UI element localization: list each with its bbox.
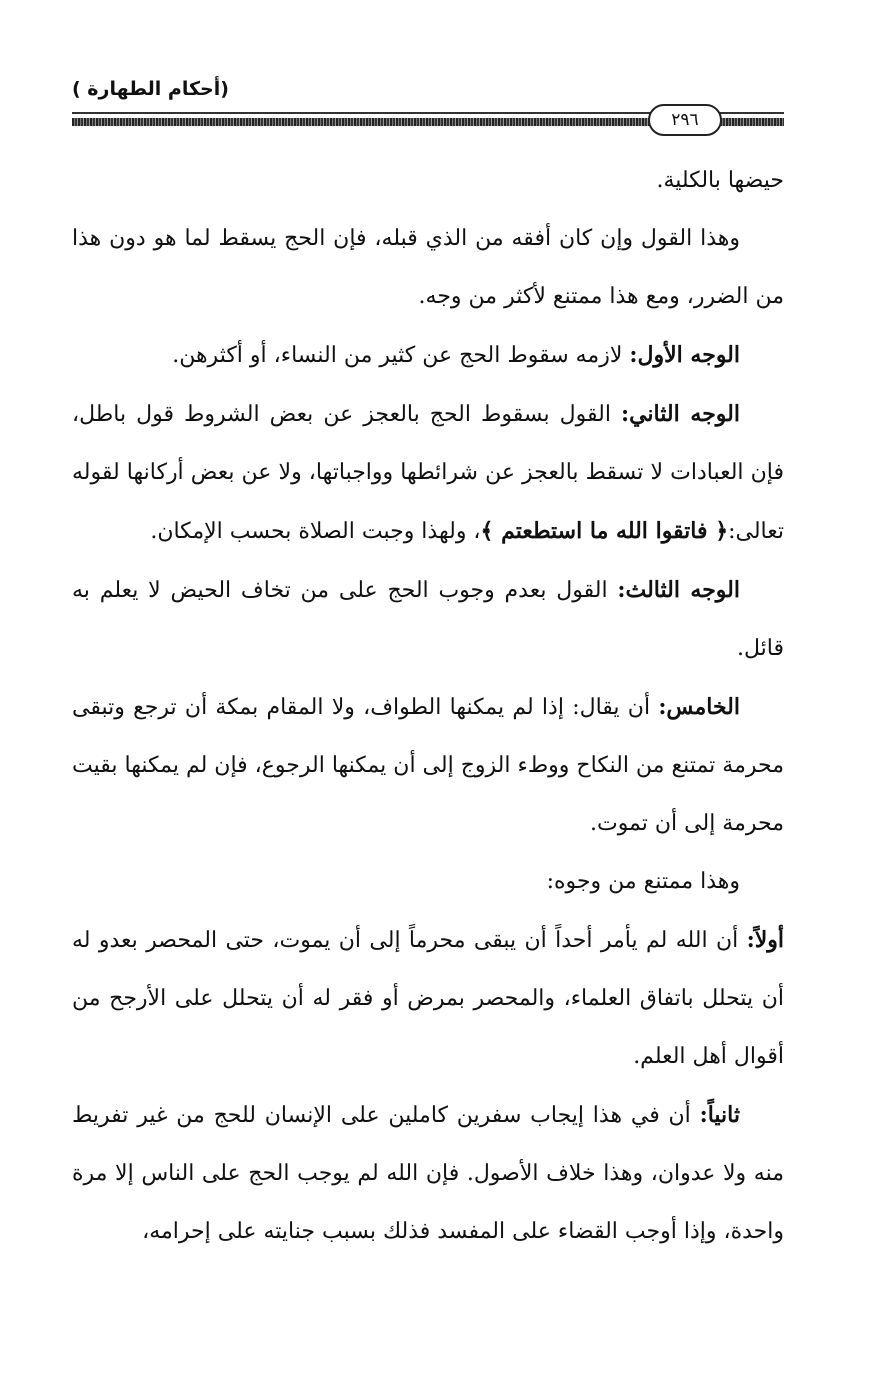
paragraph-text-after-verse: ، ولهذا وجبت الصلاة بحسب الإمكان. xyxy=(150,519,481,544)
book-title: (أحكام الطهارة ) xyxy=(72,78,229,100)
paragraph-text: وهذا ممتنع من وجوه: xyxy=(546,869,740,894)
paragraph-label: الوجه الثاني: xyxy=(620,401,740,427)
paragraph-2 xyxy=(72,210,784,326)
paragraph-firstly xyxy=(72,911,784,1086)
paragraph-label: ثانياً: xyxy=(699,1102,740,1128)
paragraph-fifth xyxy=(72,678,784,853)
paragraph-second-aspect xyxy=(72,385,784,561)
paragraph-secondly xyxy=(72,1086,784,1261)
paragraph-text: وهذا القول وإن كان أفقه من الذي قبله، فإن الحج يسقط لما هو دون هذا من الضرر، ومع هذا ممتنع لأكثر من وجه. xyxy=(72,226,784,309)
paragraph-text: حيضها بالكلية. xyxy=(656,168,784,193)
page-number: ٢٩٦ xyxy=(671,110,699,130)
paragraph-1 xyxy=(72,152,784,210)
paragraph-text: أن الله لم يأمر أحداً أن يبقى محرماً إلى أن يموت، حتى المحصر بعدو له أن يتحلل باتفاق العلماء، والمحصر بمرض أو فقر له أن يتحلل على الأرجح من أقوال أهل العلم. xyxy=(72,928,784,1069)
paragraph-third-aspect xyxy=(72,561,784,678)
page-body xyxy=(72,152,784,1261)
quran-verse: ﴿ فاتقوا الله ما استطعتم ﴾ xyxy=(480,518,729,544)
paragraph-label: الخامس: xyxy=(658,694,740,720)
paragraph-aspects-intro xyxy=(72,853,784,911)
paragraph-text: لازمه سقوط الحج عن كثير من النساء، أو أكثرهن. xyxy=(172,343,630,368)
paragraph-first-aspect xyxy=(72,326,784,385)
page-header xyxy=(0,0,873,140)
paragraph-label: الوجه الأول: xyxy=(629,342,740,368)
page-number-badge xyxy=(648,104,722,136)
paragraph-text: أن يقال: إذا لم يمكنها الطواف، ولا المقام بمكة أن ترجع وتبقى محرمة تمتنع من النكاح ووطء الزوج إلى أن يمكنها الرجوع، فإن لم يمكنها بقيت محرمة إلى أن تموت. xyxy=(72,695,784,836)
paragraph-text: القول بعدم وجوب الحج على من تخاف الحيض لا يعلم به قائل. xyxy=(72,578,784,661)
paragraph-text: القول بسقوط الحج بالعجز عن بعض الشروط قول باطل، فإن العبادات لا تسقط بالعجز عن شرائطها وواجباتها، ولا عن بعض أركانها لقوله تعالى: xyxy=(72,402,784,544)
paragraph-label: أولاً: xyxy=(746,927,784,953)
paragraph-label: الوجه الثالث: xyxy=(617,577,740,603)
paragraph-text: أن في هذا إيجاب سفرين كاملين على الإنسان للحج من غير تفريط منه ولا عدوان، وهذا خلاف الأصول. فإن الله لم يوجب الحج على الناس إلا مرة واحدة، وإذا أوجب القضاء على المفسد فذلك بسبب جنايته على إحرامه، xyxy=(72,1103,784,1244)
